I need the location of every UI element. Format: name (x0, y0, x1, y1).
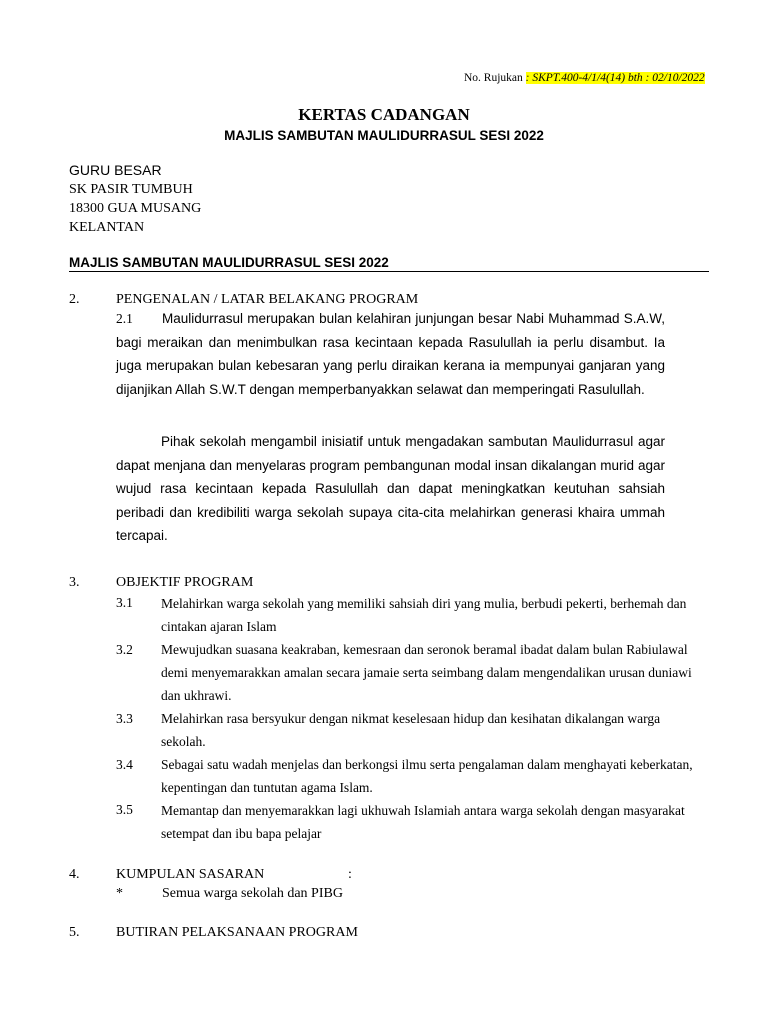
section-heading: KUMPULAN SASARAN (116, 867, 265, 882)
subject-underline (69, 271, 709, 272)
recipient-line: SK PASIR TUMBUH (69, 182, 193, 197)
paragraph-number: 2.1 (116, 311, 133, 326)
section-heading: PENGENALAN / LATAR BELAKANG PROGRAM (116, 292, 419, 307)
objective-text: Sebagai satu wadah menjelas dan berkongsi ilmu serta pengalaman dalam menghayati keberkatan, kepentingan dan tuntutan agama Islam. (161, 757, 693, 795)
bullet-marker: * (116, 886, 123, 901)
objective-text: Mewujudkan suasana keakraban, kemesraan dan seronok beramal ibadat dalam bulan Rabiulawal demi menyemarakkan amalan secara jamaie serta seimbang dalam mengendalikan urusan duniawi dan ukhrawi. (161, 642, 692, 703)
reference-value: : SKPT.400-4/1/4(14) bth : 02/10/2022 (525, 72, 705, 84)
document-title: KERTAS CADANGAN (298, 105, 470, 124)
section-number: 5. (69, 925, 80, 940)
bullet-text: Semua warga sekolah dan PIBG (162, 886, 343, 901)
section-number: 3. (69, 575, 80, 590)
subject-heading: MAJLIS SAMBUTAN MAULIDURRASUL SESI 2022 (69, 255, 389, 270)
objective-number: 3.4 (116, 757, 133, 772)
objective-number: 3.5 (116, 802, 133, 817)
objective-number: 3.3 (116, 711, 133, 726)
objective-text: Melahirkan rasa bersyukur dengan nikmat keselesaan hidup dan kesihatan dikalangan warga sekolah. (161, 711, 661, 749)
section-heading: OBJEKTIF PROGRAM (116, 575, 254, 590)
recipient-line: GURU BESAR (69, 162, 162, 178)
objective-text: Melahirkan warga sekolah yang memiliki sahsiah diri yang mulia, berbudi pekerti, berhemah dan cintakan ajaran Islam (161, 596, 687, 634)
section-heading: BUTIRAN PELAKSANAAN PROGRAM (116, 925, 358, 940)
objective-number: 3.1 (116, 595, 133, 610)
recipient-line: KELANTAN (69, 220, 145, 235)
reference-number (464, 72, 705, 84)
recipient-line: 18300 GUA MUSANG (69, 201, 202, 216)
document-subtitle: MAJLIS SAMBUTAN MAULIDURRASUL SESI 2022 (224, 128, 544, 143)
section-number: 2. (69, 292, 80, 307)
objective-text: Memantap dan menyemarakkan lagi ukhuwah Islamiah antara warga sekolah dengan masyarakat setempat dan ibu bapa pelajar (161, 803, 685, 841)
objective-number: 3.2 (116, 642, 133, 657)
paragraph-text: Maulidurrasul merupakan bulan kelahiran junjungan besar Nabi Muhammad S.A.W, bagi meraikan dan menimbulkan rasa kecintaan kepada Rasulullah ia perlu disambut. Ia juga merupakan bulan kebesaran yang perlu diraikan kerana ia mempunyai ganjaran yang dijanjikan Allah S.W.T dengan memperbanyakkan selawat dan memperingati Rasulullah. (116, 311, 665, 397)
section-number: 4. (69, 867, 80, 882)
reference-label: No. Rujukan (464, 72, 526, 84)
section-paragraph: Pihak sekolah mengambil inisiatif untuk mengadakan sambutan Maulidurrasul agar dapat menjana dan menyelaras program pembangunan modal insan dikalangan murid agar wujud rasa kecintaan kepada Rasulullah dan dapat meningkatkan keutuhan sahsiah peribadi dan kredibiliti warga sekolah supaya cita-cita melahirkan generasi khaira ummah tercapai. (116, 434, 665, 543)
section-colon: : (348, 867, 352, 882)
section-paragraph (116, 307, 665, 401)
